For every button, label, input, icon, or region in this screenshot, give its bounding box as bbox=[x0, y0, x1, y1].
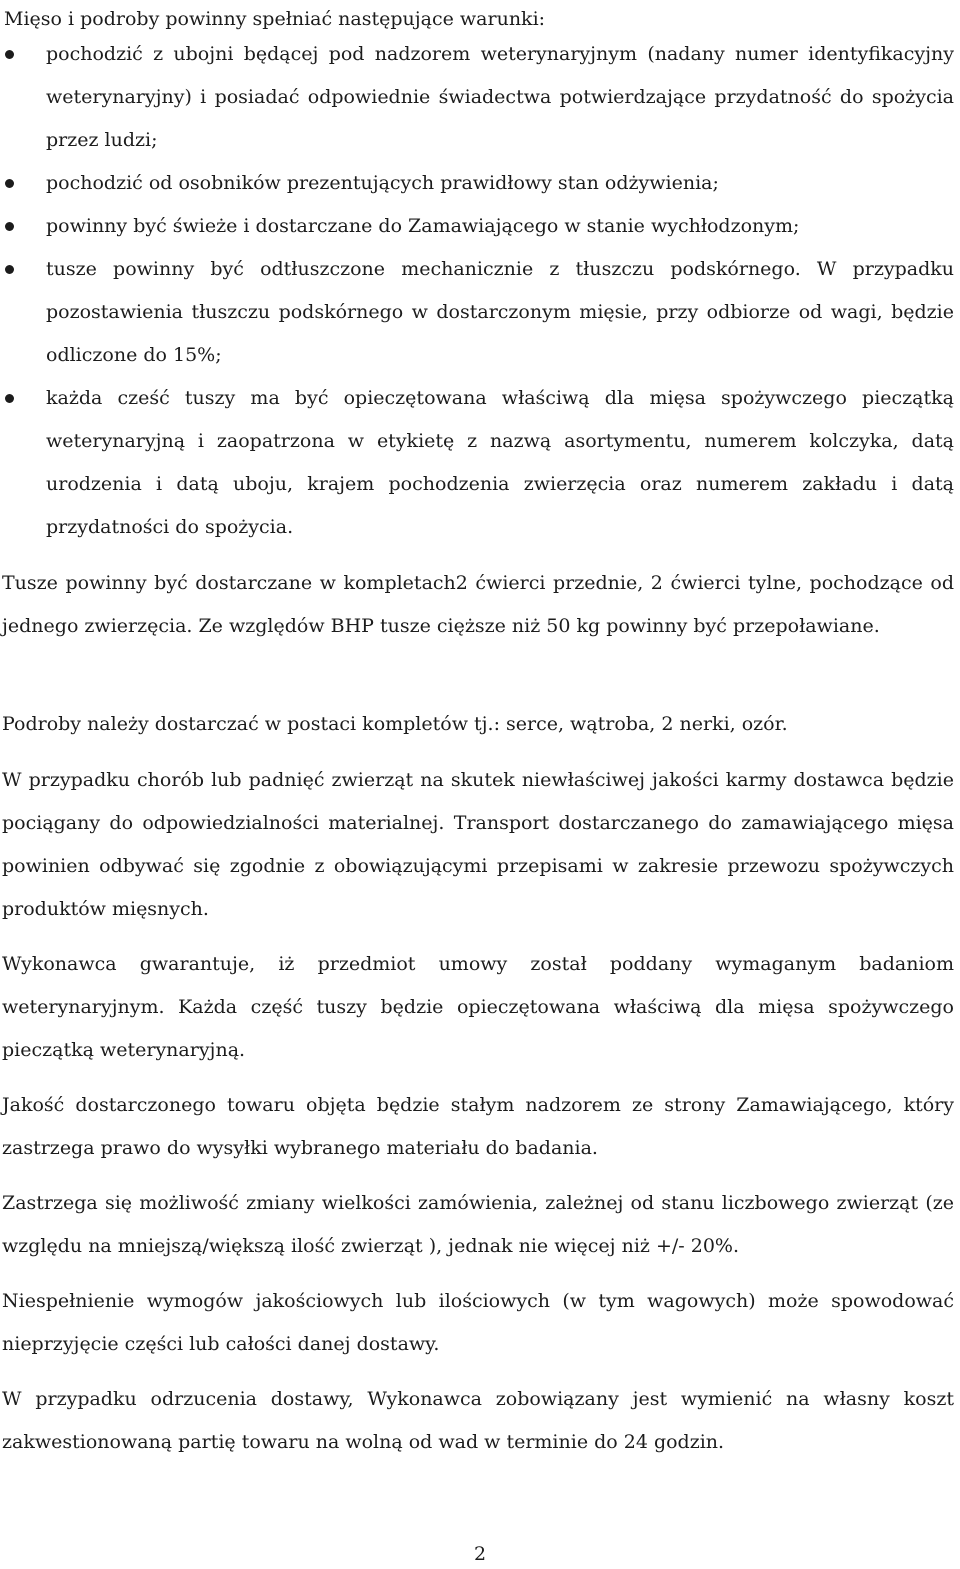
list-item-text: każda cześć tuszy ma być opieczętowana właściwą dla mięsa spożywczego pieczątką weterynaryjną i zaopatrzona w etykietę z nazwą asortymentu, numerem kolczyka, datą urodzenia i datą uboju, krajem pochodzenia zwierzęcia oraz numerem zakładu i datą przydatności do spożycia. bbox=[46, 387, 954, 538]
list-item-text: pochodzić od osobników prezentujących prawidłowy stan odżywienia; bbox=[46, 172, 719, 194]
bullet-icon bbox=[5, 222, 14, 231]
bullet-icon bbox=[5, 179, 14, 188]
paragraph-liability-transport: W przypadku chorób lub padnięć zwierząt na skutek niewłaściwej jakości karmy dostawca będzie pociągany do odpowiedzialności materialnej. Transport dostarczanego do zamawiającego mięsa powinien odbywać się zgodnie z obowiązującymi przepisami w zakresie przewozu spożywczych produktów mięsnych. bbox=[2, 769, 954, 920]
list-item bbox=[0, 162, 954, 205]
list-item-text: tusze powinny być odtłuszczone mechanicznie z tłuszczu podskórnego. W przypadku pozostawienia tłuszczu podskórnego w dostarczonym mięsie, przy odbiorze od wagi, będzie odliczone do 15%; bbox=[46, 258, 954, 366]
list-item-text: powinny być świeże i dostarczane do Zamawiającego w stanie wychłodzonym; bbox=[46, 215, 800, 237]
bullet-icon bbox=[5, 394, 14, 403]
paragraph-carcass-delivery: Tusze powinny być dostarczane w kompletach2 ćwierci przednie, 2 ćwierci tylne, pochodzące od jednego zwierzęcia. Ze względów BHP tusze cięższe niż 50 kg powinny być przepoławiane. bbox=[2, 572, 954, 637]
paragraph-veterinary-guarantee: Wykonawca gwarantuje, iż przedmiot umowy został poddany wymaganym badaniom weterynaryjnym. Każda część tuszy będzie opieczętowana właściwą dla mięsa spożywczego pieczątką weterynaryjną. bbox=[2, 953, 954, 1061]
list-item bbox=[0, 377, 954, 549]
requirements-list bbox=[0, 33, 954, 549]
page-number: 2 bbox=[473, 1543, 487, 1565]
bullet-icon bbox=[5, 265, 14, 274]
list-item bbox=[0, 33, 954, 162]
paragraph-offal: Podroby należy dostarczać w postaci kompletów tj.: serce, wątroba, 2 nerki, ozór. bbox=[2, 713, 788, 735]
paragraph-quality-supervision: Jakość dostarczonego towaru objęta będzie stałym nadzorem ze strony Zamawiającego, który zastrzega prawo do wysyłki wybranego materiału do badania. bbox=[2, 1094, 954, 1159]
intro-text: Mięso i podroby powinny spełniać następujące warunki: bbox=[4, 8, 546, 30]
paragraph-non-compliance: Niespełnienie wymogów jakościowych lub ilościowych (w tym wagowych) może spowodować nieprzyjęcie części lub całości danej dostawy. bbox=[2, 1290, 954, 1355]
list-item-text: pochodzić z ubojni będącej pod nadzorem weterynaryjnym (nadany numer identyfikacyjny weterynaryjny) i posiadać odpowiednie świadectwa potwierdzające przydatność do spożycia przez ludzi; bbox=[46, 43, 954, 151]
paragraph-order-change: Zastrzega się możliwość zmiany wielkości zamówienia, zależnej od stanu liczbowego zwierząt (ze względu na mniejszą/większą ilość zwierząt ), jednak nie więcej niż +/- 20%. bbox=[2, 1192, 954, 1257]
bullet-icon bbox=[5, 50, 14, 59]
list-item bbox=[0, 205, 954, 248]
list-item bbox=[0, 248, 954, 377]
paragraph-rejection: W przypadku odrzucenia dostawy, Wykonawca zobowiązany jest wymienić na własny koszt zakwestionowaną partię towaru na wolną od wad w terminie do 24 godzin. bbox=[2, 1388, 954, 1453]
